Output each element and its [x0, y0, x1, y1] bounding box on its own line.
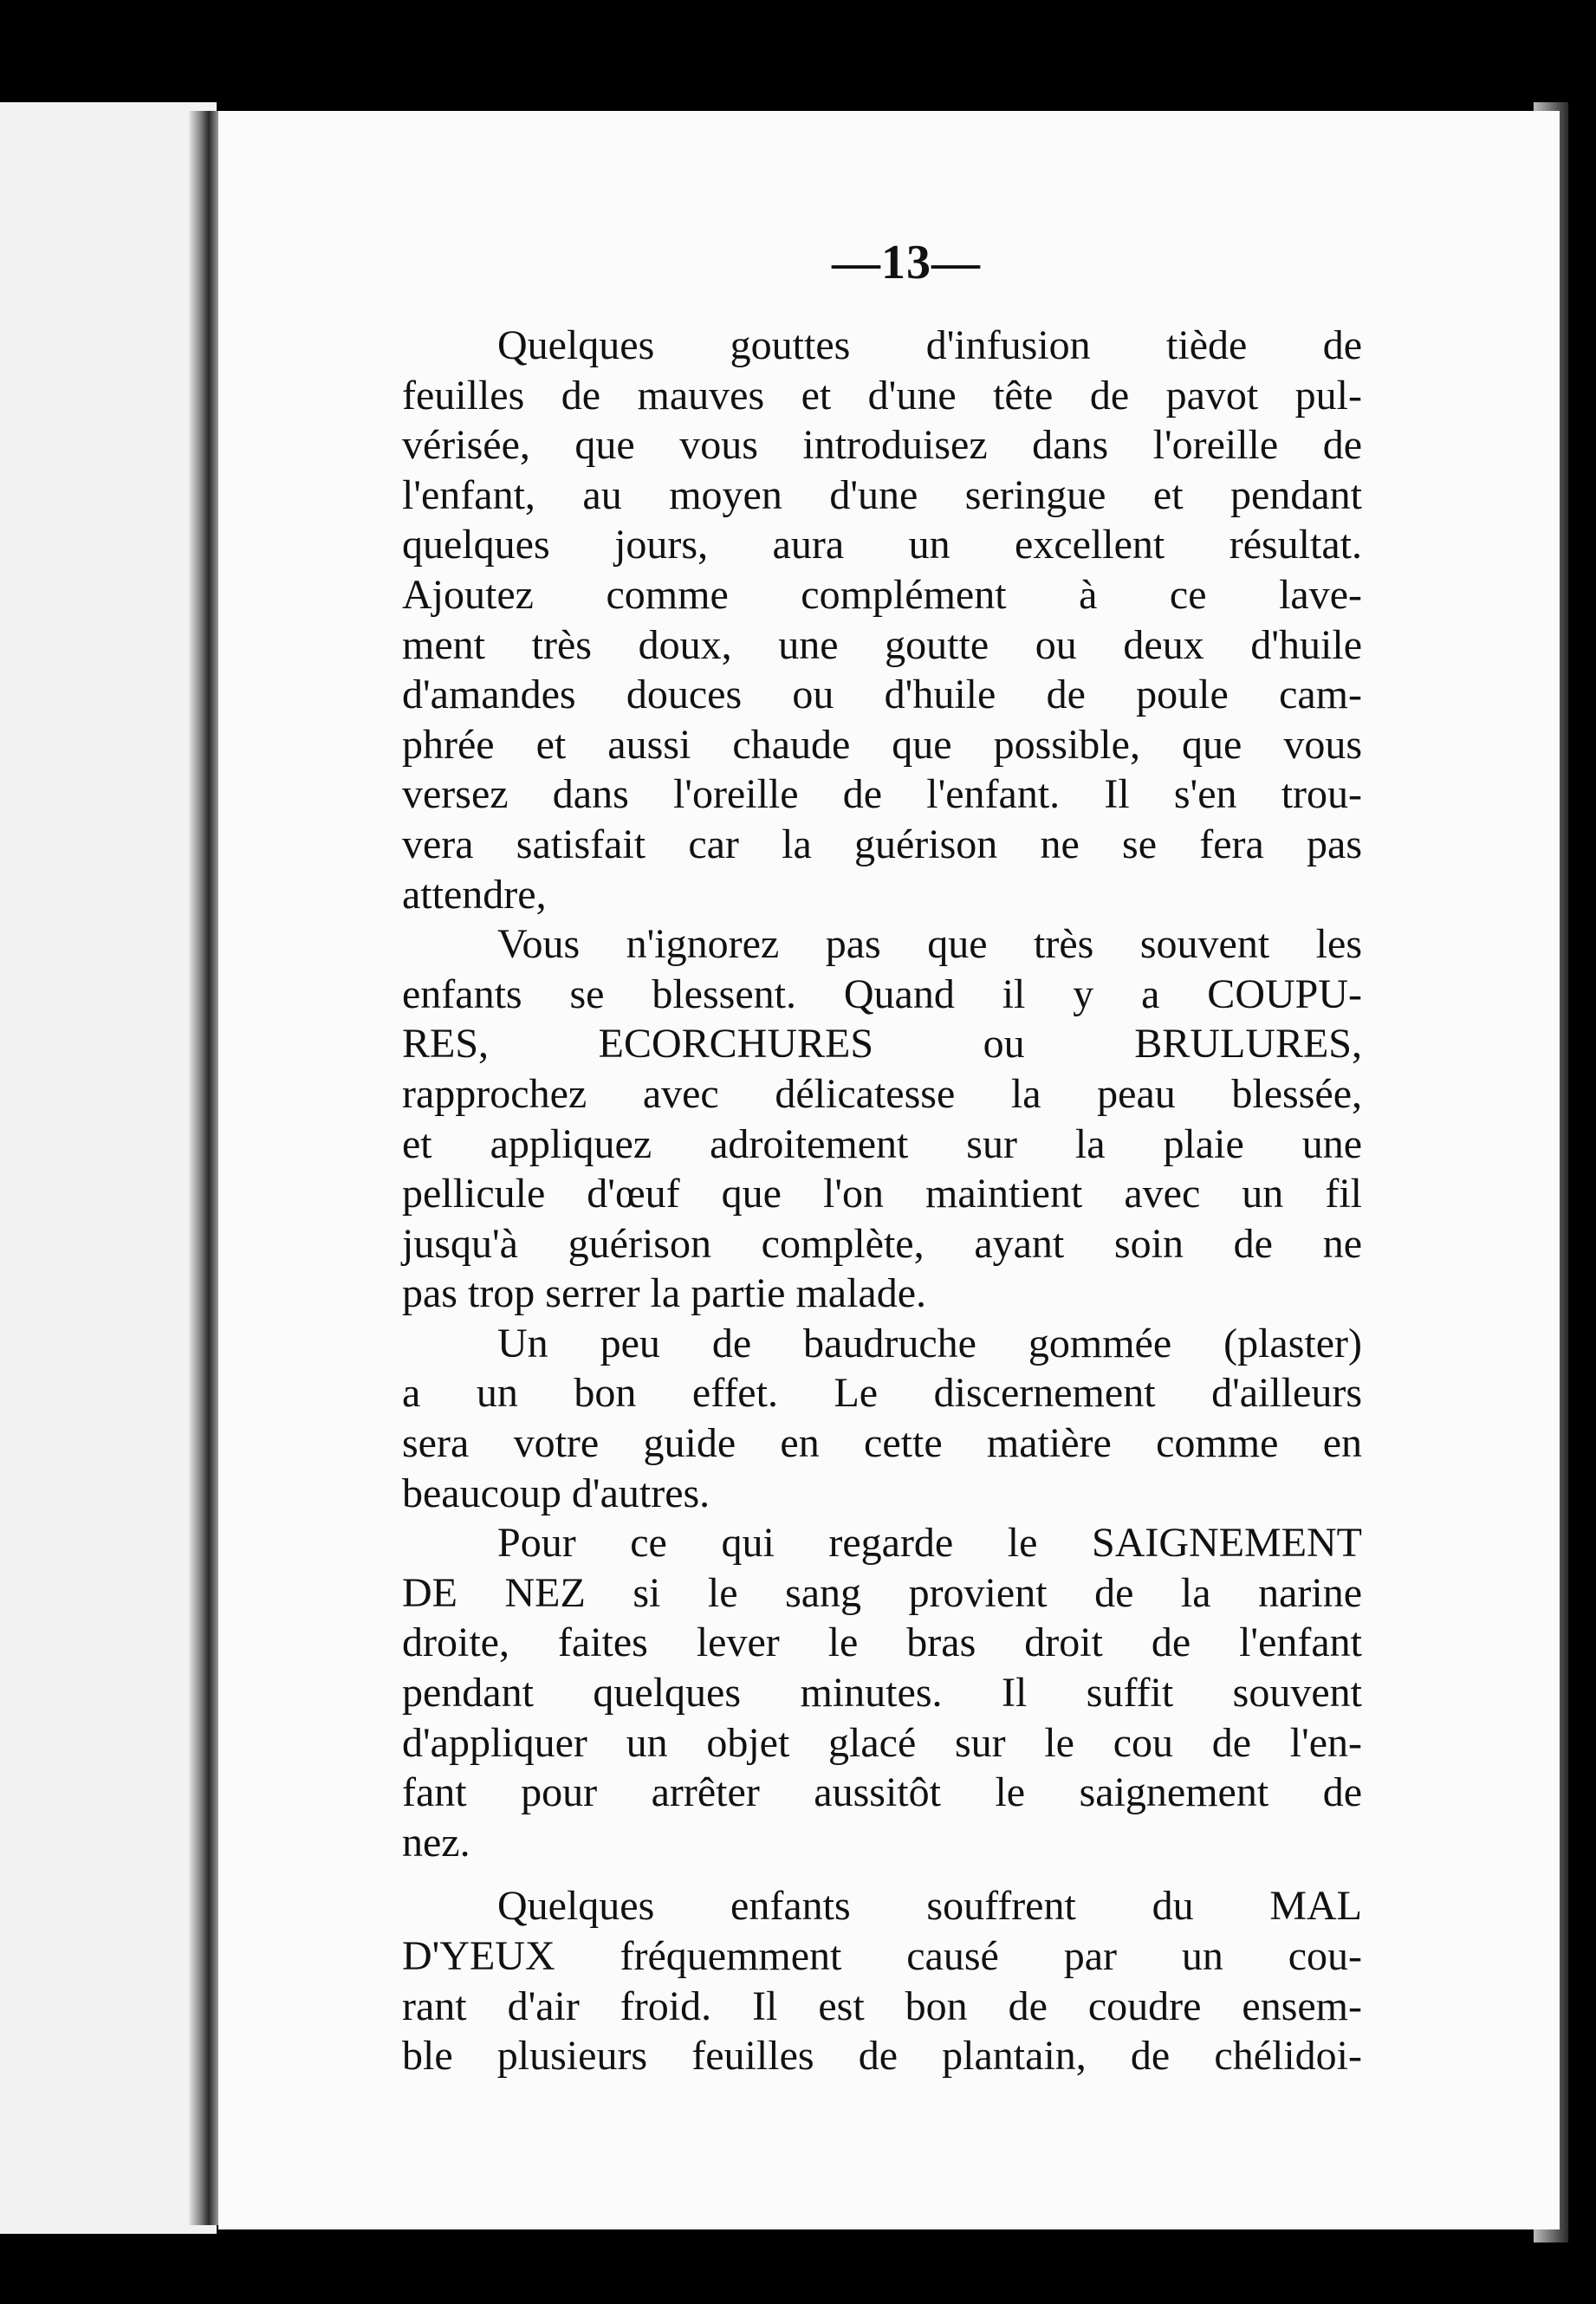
text-line: l'enfant, au moyen d'une seringue et pendant [402, 471, 1362, 518]
text-line: a un bon effet. Le discernement d'ailleurs [402, 1370, 1362, 1417]
text-line: pendant quelques minutes. Il suffit souvent [402, 1670, 1362, 1717]
text-line: enfants se blessent. Quand il y a COUPU- [402, 970, 1362, 1017]
text-line: pellicule d'œuf que l'on maintient avec un fil [402, 1171, 1362, 1217]
text-line: vérisée, que vous introduisez dans l'oreille de [402, 422, 1362, 469]
text-line: d'amandes douces ou d'huile de poule cam- [402, 672, 1362, 718]
text-line: rapprochez avec délicatesse la peau blessée, [402, 1070, 1362, 1117]
text-line: ment très doux, une goutte ou deux d'huile [402, 621, 1362, 668]
text-line: RES, ECORCHURES ou BRULURES, [402, 1021, 1362, 1068]
text-line: et appliquez adroitement sur la plaie une [402, 1120, 1362, 1167]
page-number: —13— [832, 236, 981, 289]
text-line: DE NEZ si le sang provient de la narine [402, 1569, 1362, 1616]
book-page [218, 111, 1560, 2229]
text-line: Quelques enfants souffrent du MAL [497, 1883, 1362, 1930]
text-line: vera satisfait car la guérison ne se fera pas [402, 821, 1362, 867]
text-line: nez. [402, 1819, 470, 1866]
text-line: jusqu'à guérison complète, ayant soin de ne [402, 1220, 1362, 1267]
text-line: d'appliquer un objet glacé sur le cou de l'en- [402, 1719, 1362, 1766]
text-line: ble plusieurs feuilles de plantain, de chélidoi- [402, 2033, 1362, 2080]
text-line: sera votre guide en cette matière comme en [402, 1420, 1362, 1467]
text-line: pas trop serrer la partie malade. [402, 1270, 927, 1317]
text-line: feuilles de mauves et d'une tête de pavot pul- [402, 372, 1362, 419]
text-line: attendre, [402, 871, 547, 918]
text-line: quelques jours, aura un excellent résultat. [402, 522, 1362, 568]
text-line: Quelques gouttes d'infusion tiède de [497, 322, 1362, 368]
body-text [402, 321, 1362, 2081]
text-line: Ajoutez comme complément à ce lave- [402, 571, 1362, 618]
left-page-edge [0, 102, 217, 2234]
text-line: phrée et aussi chaude que possible, que vous [402, 721, 1362, 768]
text-line: versez dans l'oreille de l'enfant. Il s'en trou- [402, 771, 1362, 818]
text-line: Pour ce qui regarde le SAIGNEMENT [497, 1520, 1362, 1567]
text-line: fant pour arrêter aussitôt le saignement de [402, 1769, 1362, 1816]
text-line: beaucoup d'autres. [402, 1470, 710, 1516]
text-line: rant d'air froid. Il est bon de coudre ensem- [402, 1983, 1362, 2029]
text-line: Vous n'ignorez pas que très souvent les [497, 921, 1362, 968]
text-line: D'YEUX fréquemment causé par un cou- [402, 1933, 1362, 1979]
text-line: droite, faites lever le bras droit de l'enfant [402, 1619, 1362, 1666]
text-line: Un peu de baudruche gommée (plaster) [497, 1320, 1362, 1366]
